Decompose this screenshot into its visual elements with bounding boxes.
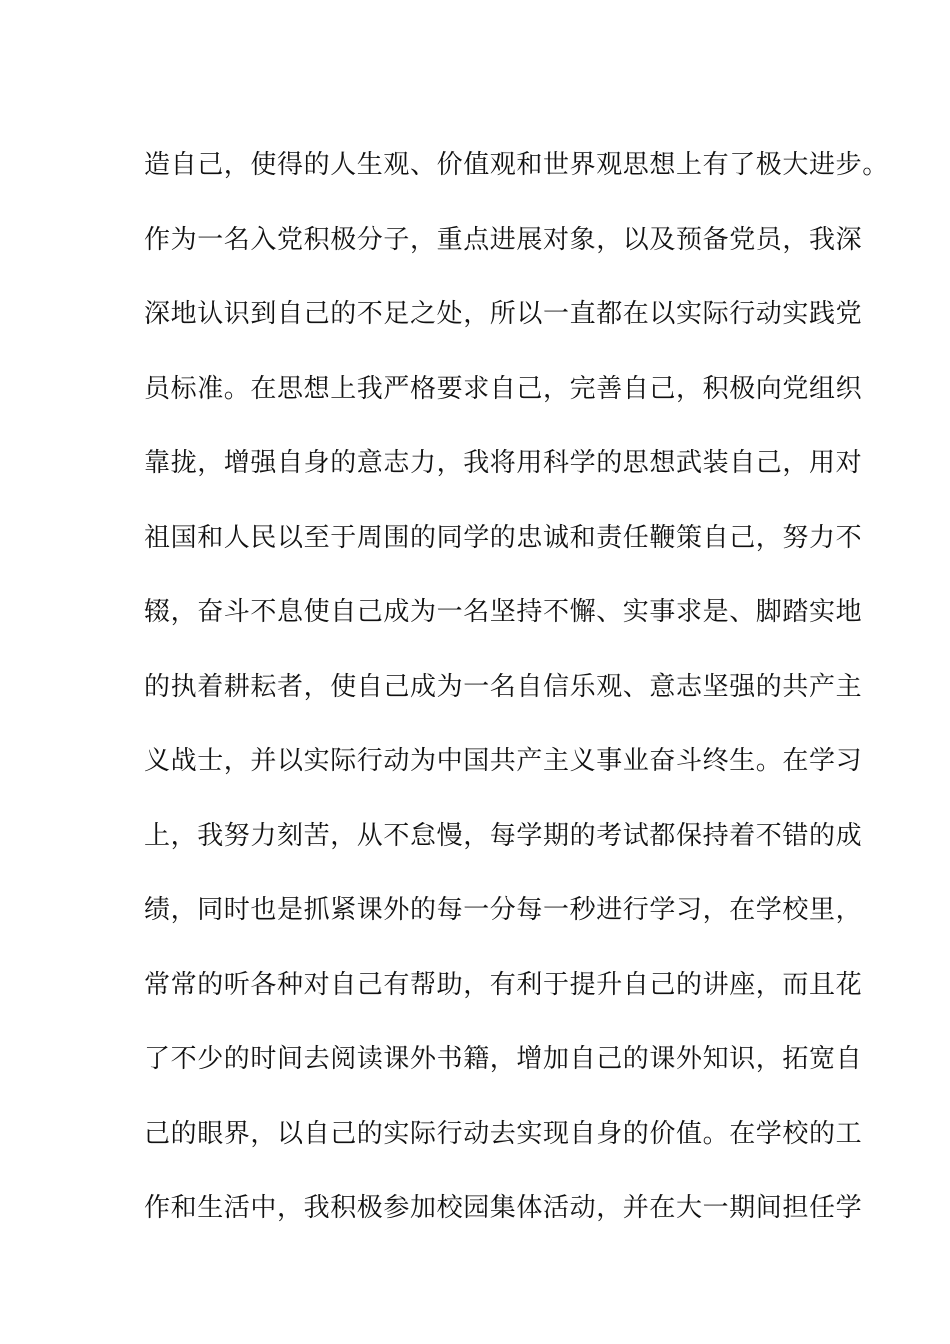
text-line-1: 造自己，使得的人生观、价值观和世界观思想上有了极大进步。 bbox=[144, 150, 889, 180]
text-line-15: 作和生活中，我积极参加校园集体活动，并在大一期间担任学 bbox=[144, 1193, 863, 1223]
text-line-14: 己的眼界，以自己的实际行动去实现自身的价值。在学校的工 bbox=[144, 1118, 863, 1149]
text-line-8: 的执着耕耘者，使自己成为一名自信乐观、意志坚强的共产主 bbox=[144, 671, 863, 702]
text-line-11: 绩，同时也是抓紧课外的每一分每一秒进行学习，在学校里， bbox=[144, 895, 863, 925]
text-line-13: 了不少的时间去阅读课外书籍，增加自己的课外知识，拓宽自 bbox=[144, 1044, 863, 1074]
body-text bbox=[144, 128, 889, 1246]
text-line-7: 辍，奋斗不息使自己成为一名坚持不懈、实事求是、脚踏实地 bbox=[144, 597, 863, 627]
text-line-6: 祖国和人民以至于周围的同学的忠诚和责任鞭策自己，努力不 bbox=[144, 522, 863, 553]
text-line-2: 作为一名入党积极分子，重点进展对象，以及预备党员，我深 bbox=[144, 224, 863, 255]
text-line-9: 义战士，并以实际行动为中国共产主义事业奋斗终生。在学习 bbox=[144, 746, 863, 776]
text-line-10: 上，我努力刻苦，从不怠慢，每学期的考试都保持着不错的成 bbox=[144, 820, 863, 851]
text-line-4: 员标准。在思想上我严格要求自己，完善自己，积极向党组织 bbox=[144, 373, 863, 404]
text-line-12: 常常的听各种对自己有帮助，有利于提升自己的讲座，而且花 bbox=[144, 969, 863, 1000]
text-line-3: 深地认识到自己的不足之处，所以一直都在以实际行动实践党 bbox=[144, 299, 863, 329]
text-line-5: 靠拢，增强自身的意志力，我将用科学的思想武装自己，用对 bbox=[144, 448, 863, 478]
